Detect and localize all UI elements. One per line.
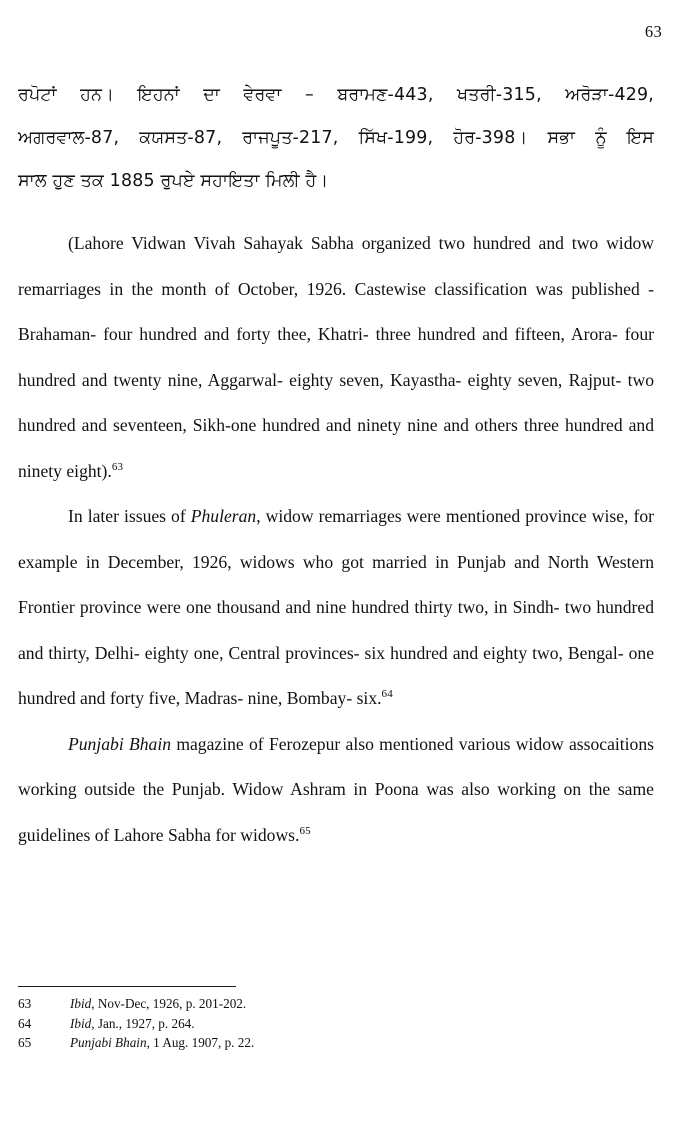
gurmukhi-word: ਸਭਾ xyxy=(547,128,576,148)
footnote-marker-65[interactable]: 65 xyxy=(299,824,311,837)
footnote-citation: , 1 Aug. 1907, p. 22. xyxy=(146,1035,255,1050)
paragraph-phuleran xyxy=(18,494,654,722)
footnote-text xyxy=(70,1014,195,1034)
footnote-number: 64 xyxy=(18,1015,32,1031)
footnote-entry xyxy=(18,994,654,1014)
footnote-citation: , Jan., 1927, p. 264. xyxy=(91,1015,195,1031)
page-number: 63 xyxy=(644,22,662,41)
footnote-section xyxy=(18,986,654,1053)
footnote-separator-rule xyxy=(18,986,236,987)
footnote-number: 63 xyxy=(18,996,32,1011)
paragraph-punjabi-bhain xyxy=(18,722,654,859)
gurmukhi-word: ਇਹਨਾਂ xyxy=(137,85,180,105)
gurmukhi-word: ਨੂੰ xyxy=(595,128,607,148)
gurmukhi-word: ਰਪੋਟਾਂ xyxy=(18,85,57,105)
gurmukhi-word: ਕਯਸਤ-87, xyxy=(139,128,223,148)
gurmukhi-word: ਹੋਰ-398। xyxy=(453,128,528,148)
footnote-citation: , Nov-Dec, 1926, p. 201-202. xyxy=(91,996,247,1011)
gurmukhi-line-3: ਸਾਲ ਹੁਣ ਤਕ 1885 ਰੁਪਏ ਸਹਾਇਤਾ ਮਿਲੀ ਹੈ। xyxy=(18,171,329,191)
paragraph-text: magazine of Ferozepur also mentioned various widow assocaitions working outside the Punjab. Widow Ashram in Poona was also working on the same guidelines of Lahore Sabha for widows. xyxy=(18,733,654,845)
footnote-entry xyxy=(18,1014,654,1034)
gurmukhi-line-2 xyxy=(18,117,654,160)
footnote-marker-64[interactable]: 64 xyxy=(381,688,393,701)
gurmukhi-word: ਰਾਜਪੂਤ-217, xyxy=(242,128,339,148)
paragraph-text: , widow remarriages were mentioned province wise, for example in December, 1926, widows who got married in Punjab and North Western Frontier province were one thousand and nine hundred thirty two, in Sindh- two hundred and thirty, Delhi- eighty one, Central provinces- six hundred and eighty two, Bengal- one hundred and forty five, Madras- nine, Bombay- six. xyxy=(18,506,654,708)
footnote-text xyxy=(70,994,246,1014)
footnote-entry xyxy=(18,1033,654,1053)
journal-title-phuleran: Phuleran xyxy=(190,506,257,526)
gurmukhi-word: ਇਸ xyxy=(626,128,654,148)
paragraph-lead: In later issues of xyxy=(68,506,191,526)
footnote-source-title: Punjabi Bhain xyxy=(70,1035,147,1050)
paragraph-lahore-sabha xyxy=(18,221,654,494)
gurmukhi-word: ਬਰਾਮਣ-443, xyxy=(337,85,434,105)
journal-title-punjabi-bhain: Punjabi Bhain xyxy=(68,733,172,754)
gurmukhi-word: ਦਾ xyxy=(203,85,220,105)
gurmukhi-word: ਖਤਰੀ-315, xyxy=(457,85,542,105)
gurmukhi-word: ਸਿੱਖ-199, xyxy=(358,128,434,148)
paragraph-text: (Lahore Vidwan Vivah Sahayak Sabha organized two hundred and two widow remarriages in the month of October, 1926. Castewise classification was published - Brahaman- four hundred and forty thee, Khatri- three hundred and fifteen, Arora- four hundred and twenty nine, Aggarwal- eighty seven, Kayastha- eighty seven, Rajput- two hundred and seventeen, Sikh-one hundred and ninety nine and others three hundred and ninety eight). xyxy=(18,233,654,481)
footnote-number: 65 xyxy=(18,1035,32,1050)
gurmukhi-word: ਅਗਰਵਾਲ-87, xyxy=(18,128,120,148)
gurmukhi-dash: – xyxy=(304,85,314,105)
footnote-source-title: Ibid xyxy=(70,996,92,1011)
gurmukhi-word: ਹਨ। xyxy=(80,85,115,105)
page-content xyxy=(18,74,654,858)
gurmukhi-word: ਵੇਰਵਾ xyxy=(243,85,282,105)
gurmukhi-line-1 xyxy=(18,74,654,117)
gurmukhi-quote-block xyxy=(18,74,654,203)
footnote-text xyxy=(70,1033,254,1053)
gurmukhi-word: ਅਰੋੜਾ-429, xyxy=(565,85,654,105)
footnote-marker-63[interactable]: 63 xyxy=(111,460,124,473)
footnote-source-title: Ibid xyxy=(70,1015,92,1031)
